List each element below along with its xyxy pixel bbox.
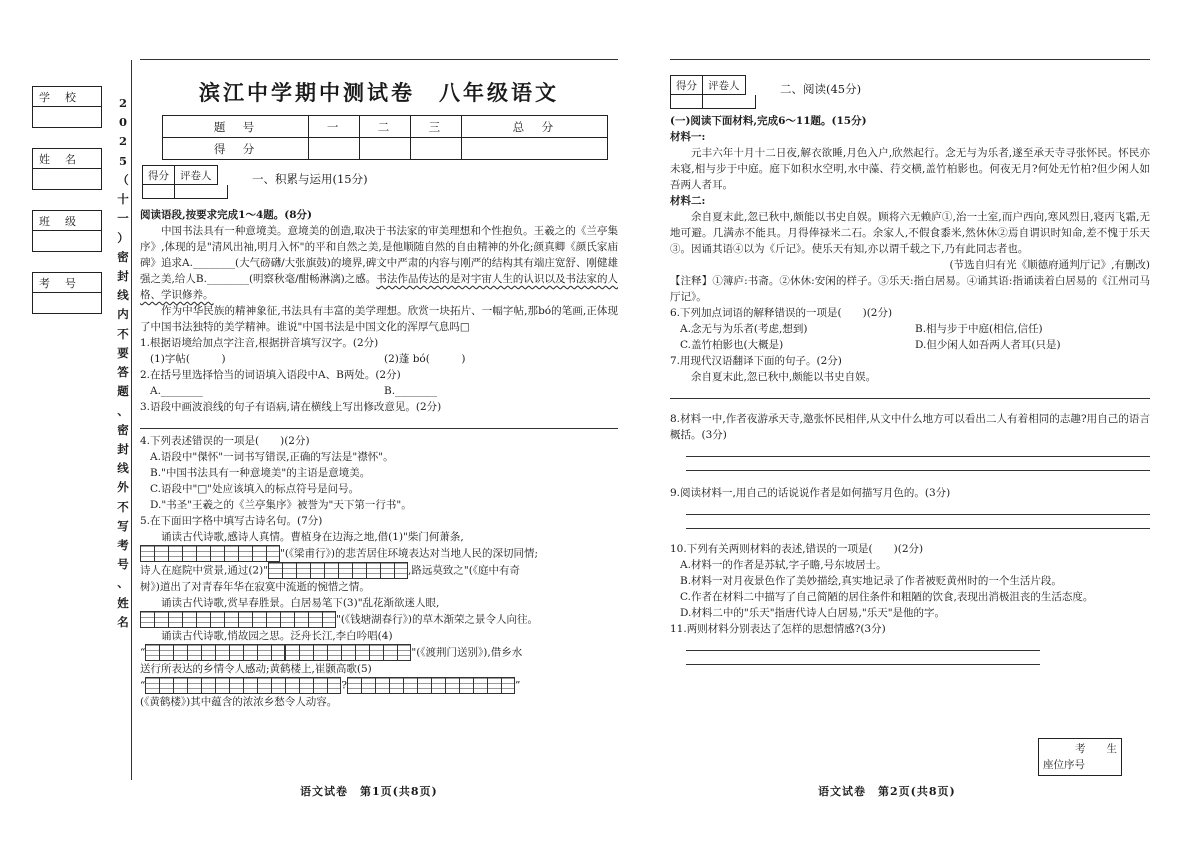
seat-label-2: 座位序号	[1043, 759, 1085, 771]
page-1	[140, 55, 618, 710]
question-11: 11.两则材料分别表达了怎样的思想情感?(3分)	[670, 623, 886, 635]
material-source: (节选自归有光《顺德府通判厅记》,有删改)	[949, 259, 1150, 271]
question-4: 4.下列表述错误的一项是( )(2分)	[140, 435, 310, 447]
seal-line-char: 2	[118, 134, 127, 149]
name-label: 姓 名	[33, 149, 101, 169]
question-7: 7.用现代汉语翻译下面的句子。(2分)	[670, 355, 842, 367]
poem-text: "(《钱塘湖春行》)的草木渐荣之景令人向往。	[336, 613, 539, 626]
q10-option[interactable]: B.材料一对月夜景色作了美妙描绘,真实地记录了作者被贬黄州时的一个生活片段。	[680, 575, 1062, 587]
question-8: 8.材料一中,作者夜游承天寺,邀张怀民相伴,从文中什么地方可以看出二人有着相同的志趣?用自己的语言概括。(3分)	[670, 413, 1150, 441]
answer-grid[interactable]	[347, 677, 515, 694]
grader-score-label: 得分	[671, 76, 703, 94]
seal-line-char: 、	[117, 403, 129, 418]
q1-item[interactable]: (2)蓬 bó( )	[384, 353, 466, 365]
score-cell[interactable]	[309, 138, 360, 160]
question-2: 2.在括号里选择恰当的词语填入语段中A、B两处。(2分)	[140, 369, 401, 381]
q6-option[interactable]: B.相与步于中庭(相信,信任)	[915, 323, 1043, 335]
seal-line-char: 考	[117, 538, 129, 553]
poem-prompt: 诵读古代诗歌,悄故园之思。泛舟长江,李白吟唱(4)	[161, 630, 393, 642]
q4-option[interactable]: D."书圣"王羲之的《兰亭集序》被誉为"天下第一行书"。	[150, 499, 412, 511]
seal-line-char: 封	[117, 441, 129, 456]
seal-line-char: 题	[117, 384, 129, 399]
grader-box	[670, 75, 746, 95]
poem-line	[140, 611, 618, 628]
class-field[interactable]	[32, 210, 102, 252]
question-1: 1.根据语境给加点字注音,根据拼音填写汉字。(2分)	[140, 337, 379, 349]
passage-text: 中国书法具有一种意境美。意境美的创造,取决于书法家的审美理想和个性抱负。王羲之的《兰亭集序》,体现的是"清风出袖,明月入怀"的平和自然之美,是他顺随自然的自由精神的外化;颜真卿《颜氏家庙碑》追求A.________(大气磅礴/大张旗鼓)的境界,碑文中严肃的内容与刚严的结构其有端庄宽舒、刚健雄强之美,给人B.________(明察秋毫/酣畅淋漓)之感。	[140, 225, 618, 285]
question-6: 6.下列加点词语的解释错误的一项是( )(2分)	[670, 307, 893, 319]
answer-line[interactable]	[686, 443, 1150, 457]
poem-prompt: 诵读古代诗歌,赏早春胜景。白居易笔下(3)"乱花渐欲迷人眼,	[161, 597, 440, 609]
section-2-title: 二、阅读(45分)	[780, 82, 862, 96]
seal-line	[131, 60, 132, 780]
poem-text: ,路远莫致之"(《庭中有奇	[408, 564, 521, 577]
score-cell[interactable]	[461, 138, 607, 160]
seal-line-char: 十	[117, 192, 129, 207]
poem-line: “ ? ”	[140, 677, 618, 694]
score-table	[162, 115, 608, 160]
seal-line-char: 外	[117, 480, 129, 495]
grader-name-label: 评卷人	[708, 79, 740, 92]
poem-line: “ "(《渡荆门送别》),借乡水	[140, 644, 618, 661]
q6-option[interactable]: C.盖竹柏影也(大概是)	[680, 339, 784, 351]
seal-line-char: 线	[117, 461, 129, 476]
seal-line-char: 内	[117, 307, 129, 322]
page1-footer: 语文试卷 第1页(共8页)	[300, 785, 438, 798]
question-9: 9.阅读材料一,用自己的话说说作者是如何描写月色的。(3分)	[670, 487, 951, 499]
page2-footer: 语文试卷 第2页(共8页)	[818, 785, 956, 798]
answer-grid[interactable]	[145, 644, 285, 661]
material-2-label: 材料二:	[670, 195, 706, 207]
poem-text: "(《梁甫行》)的悲苦居住环境表达对当地人民的深切同情;	[280, 547, 539, 560]
page-2	[670, 75, 1150, 665]
answer-line[interactable]	[140, 415, 618, 429]
answer-grid[interactable]	[268, 562, 408, 579]
poem-line	[140, 562, 618, 579]
q6-option[interactable]: D.但少闲人如吾两人者耳(只是)	[915, 339, 1061, 351]
seal-line-char: 要	[117, 345, 129, 360]
seat-number-box[interactable]	[1038, 738, 1122, 776]
seal-line-char: 密	[117, 249, 129, 264]
answer-grid[interactable]	[140, 545, 280, 562]
answer-grid[interactable]	[285, 644, 411, 661]
grader-score-label: 得分	[143, 166, 175, 184]
score-head: 三	[410, 116, 461, 138]
q4-option[interactable]: A.语段中"傑怀"一词书写错误,正确的写法是"襟怀"。	[150, 451, 394, 463]
score-head: 二	[360, 116, 411, 138]
q6-option[interactable]: A.念无与为乐者(考虑,想到)	[680, 323, 808, 335]
q4-option[interactable]: B."中国书法具有一种意境美"的主语是意境美。	[150, 467, 371, 479]
q2-answer-b[interactable]: B.________	[384, 385, 438, 397]
question-3: 3.语段中画波浪线的句子有语病,请在横线上写出修改意见。(2分)	[140, 401, 442, 413]
q1-item[interactable]: (1)字帖( )	[150, 353, 226, 365]
score-head: 题 号	[163, 116, 309, 138]
school-field[interactable]	[32, 86, 102, 128]
reading-intro: (一)阅读下面材料,完成6～11题。(15分)	[670, 115, 867, 127]
seal-line-char: 密	[117, 422, 129, 437]
class-label: 班 级	[33, 211, 101, 231]
answer-line[interactable]	[686, 637, 1040, 651]
seal-line-char: 、	[117, 576, 129, 591]
exam-number-label: 考 号	[33, 273, 101, 293]
grader-box	[142, 165, 218, 185]
answer-line[interactable]	[686, 651, 1040, 665]
passage-paragraph: 作为中华民族的精神象征,书法具有丰富的美学理想。欣赏一块拓片、一幅字帖,那bó的笔画,正体现了中国书法独特的美学精神。谁说"中国书法是中国文化的浑厚气息吗□	[140, 305, 618, 333]
seat-label-1: 考 生	[1075, 743, 1117, 755]
seal-line-char: 线	[117, 288, 129, 303]
q10-option[interactable]: D.材料二中的"乐天"指唐代诗人白居易,"乐天"是他的字。	[680, 607, 946, 619]
answer-line[interactable]	[670, 385, 1150, 399]
score-cell[interactable]	[410, 138, 461, 160]
answer-grid[interactable]	[140, 611, 336, 628]
poem-line	[140, 545, 618, 562]
seal-line-char: 不	[117, 499, 129, 514]
poem-text: 树》)道出了对青春年华在寂寞中流逝的惋惜之情。	[140, 581, 370, 593]
wavy-sentence: 书法作品传达的是对宇宙人生的认识以及书法家的人格、学识修养。	[140, 273, 619, 301]
page2-top-rule	[670, 59, 1150, 60]
seal-line-char: 不	[117, 326, 129, 341]
seal-line-text	[116, 98, 130, 636]
name-field[interactable]	[32, 148, 102, 190]
score-head: 总 分	[461, 116, 607, 138]
seal-line-char: 姓	[117, 595, 129, 610]
seal-line-char: 号	[117, 557, 129, 572]
poem-text: 诗人在庭院中赏景,通过(2)"	[140, 564, 269, 577]
passage-paragraph	[140, 223, 618, 303]
seal-line-char: 封	[117, 268, 129, 283]
answer-line[interactable]	[686, 457, 1150, 471]
answer-line[interactable]	[686, 501, 1150, 515]
grader-name-label: 评卷人	[180, 169, 212, 182]
score-cell[interactable]	[360, 138, 411, 160]
q7-sentence: 余自夏末此,忽已秋中,颇能以书史自娱。	[691, 371, 877, 383]
answer-line[interactable]	[686, 515, 1150, 529]
score-head: 一	[309, 116, 360, 138]
exam-number-field[interactable]	[32, 272, 102, 314]
poem-prompt: 诵读古代诗歌,感诗人真情。曹植身在边海之地,借(1)"柴门何萧条,	[161, 531, 464, 543]
material-2-text: 余自夏末此,忽已秋中,颇能以书史自娱。顾将六无赖庐①,治一土室,而户西向,寒风烈日,寝丙飞霜,无地可避。几满赤不能具。月得俸禄米二石。余家人,不假食黍米,然休休②焉自谓识时知命,差不愧于乐天③。因诵其语④以为《斤记》。使乐天有知,亦以谓千载之下,乃有此同志者也。	[670, 211, 1150, 255]
seal-line-char: 0	[118, 115, 127, 130]
seal-line-char: ）	[117, 230, 129, 245]
seal-line-char: 5	[118, 153, 127, 168]
section-1-title: 一、积累与运用(15分)	[252, 172, 368, 186]
q10-option[interactable]: A.材料一的作者是苏轼,字子瞻,号东坡居士。	[680, 559, 887, 571]
q2-answer-a[interactable]: A.________	[150, 385, 203, 397]
score-label: 得 分	[163, 138, 309, 160]
annotations: 【注释】①簿庐:书斋。②休休:安闲的样子。③乐天:指白居易。④诵其语:指诵读着白居易的《江州司马厅记》。	[670, 275, 1150, 303]
poem-text: (《黄鹤楼》)其中蕴含的浓浓乡愁令人动容。	[140, 696, 338, 708]
seal-line-char: （	[117, 172, 129, 187]
passage-intro: 阅读语段,按要求完成1～4题。(8分)	[140, 209, 313, 221]
seal-line-char: 名	[117, 614, 129, 629]
school-label: 学 校	[33, 87, 101, 107]
binding-strip	[0, 0, 130, 849]
poem-text: 送行所表达的乡情令人感动;黄鹤楼上,崔颢高歌(5)	[140, 663, 372, 675]
question-10: 10.下列有关两则材料的表述,错误的一项是( )(2分)	[670, 543, 924, 555]
seal-line-char: 2	[118, 96, 127, 110]
exam-title: 滨江中学期中测试卷 八年级语文	[199, 80, 559, 105]
answer-grid[interactable]	[145, 677, 341, 694]
seal-line-char: 一	[117, 211, 129, 226]
q4-option[interactable]: C.语段中"□"处应该填入的标点符号是问号。	[150, 483, 360, 495]
poem-text: "(《渡荆门送别》),借乡水	[411, 646, 523, 659]
question-5: 5.在下面田字格中填写古诗名句。(7分)	[140, 515, 323, 527]
q10-option[interactable]: C.作者在材料二中描写了自己简陋的居住条件和粗陋的饮食,表现出消极沮丧的生活态度。	[680, 591, 1094, 603]
seal-line-char: 写	[117, 518, 129, 533]
material-1-label: 材料一:	[670, 131, 706, 143]
material-1-text: 元丰六年十月十二日夜,解衣欲睡,月色入户,欣然起行。念无与为乐者,遂至承天寺寻张怀民。怀民亦未寝,相与步于中庭。庭下如积水空明,水中藻、荇交横,盖竹柏影也。何夜无月?何处无竹柏?但少闲人如吾两人者耳。	[670, 147, 1150, 191]
seal-line-char: 答	[117, 365, 129, 380]
